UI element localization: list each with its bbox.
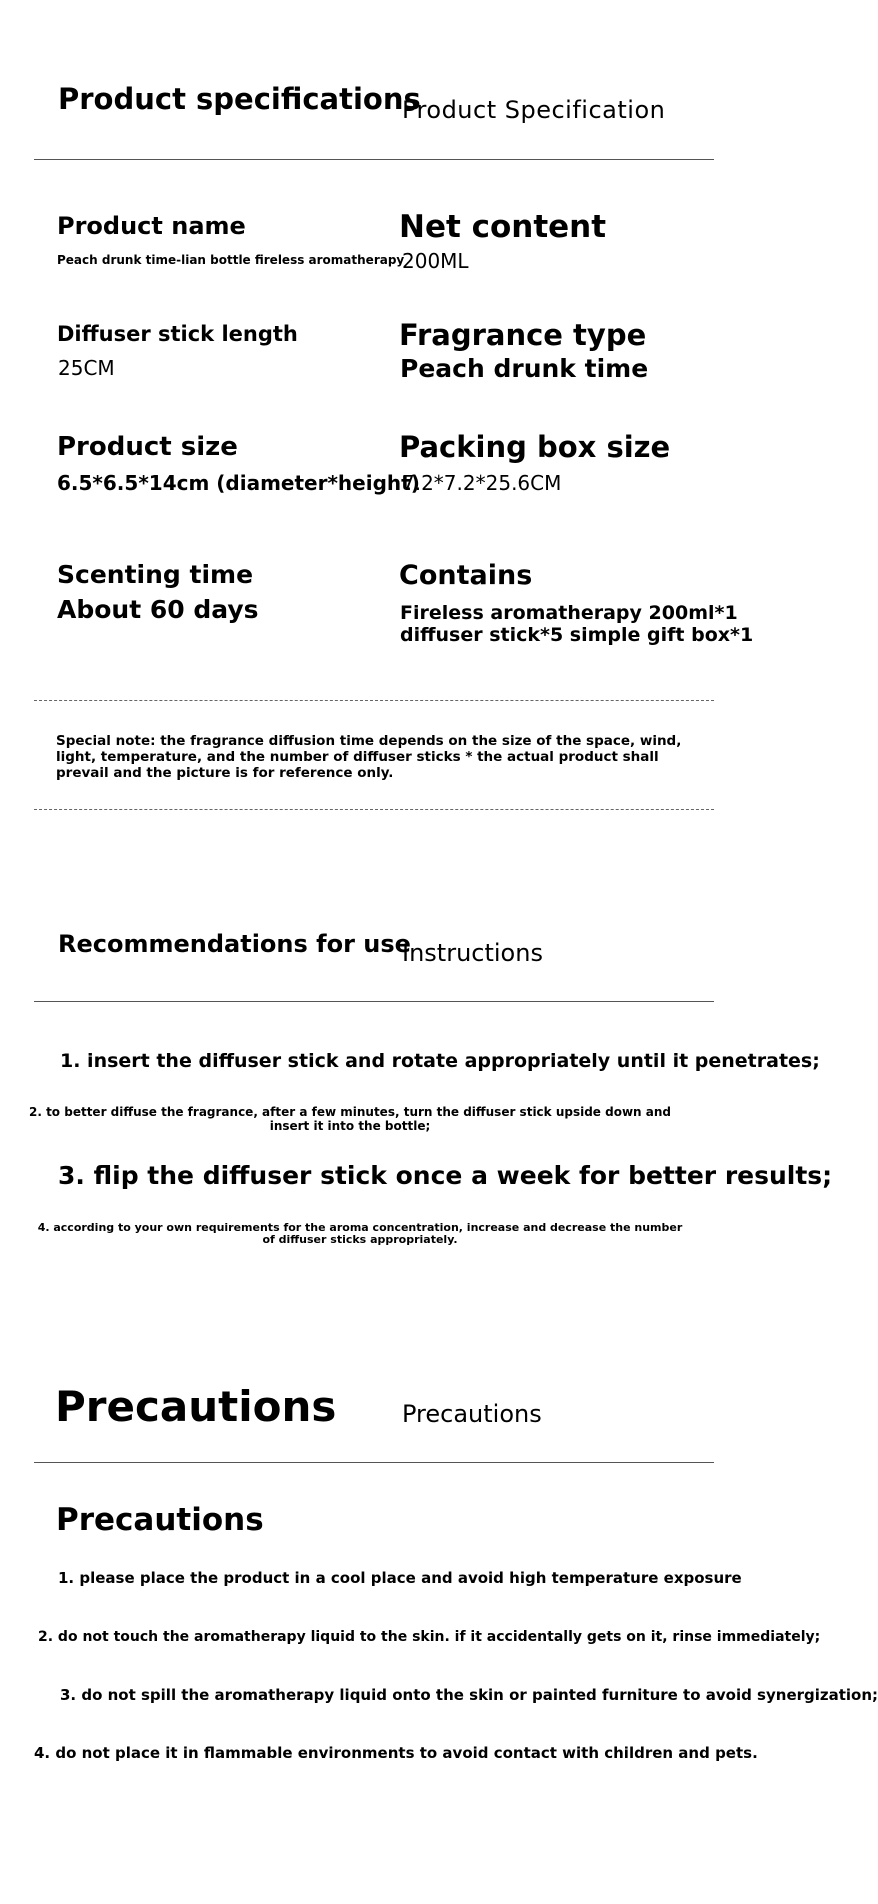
stick-length-value: 25CM [58, 356, 115, 380]
usage-divider [34, 1001, 714, 1002]
precaution-item-1: 1. please place the product in a cool place and avoid high temperature exposure [58, 1569, 742, 1587]
product-size-label: Product size [57, 432, 238, 462]
net-content-label: Net content [399, 209, 607, 245]
contains-label: Contains [399, 560, 533, 591]
precaution-item-3: 3. do not spill the aromatherapy liquid onto the skin or painted furniture to avoid synergization; [60, 1686, 878, 1704]
stick-length-label: Diffuser stick length [57, 322, 298, 346]
product-name-value: Peach drunk time-lian bottle fireless aromatherapy [57, 253, 405, 267]
contains-line-2: diffuser stick*5 simple gift box*1 [400, 624, 754, 646]
precautions-divider [34, 1462, 714, 1463]
usage-subtitle: Instructions [402, 939, 543, 967]
precautions-subtitle: Precautions [402, 1400, 542, 1428]
scenting-time-value: About 60 days [57, 595, 259, 624]
product-name-label: Product name [57, 212, 246, 240]
spec-subtitle: Product Specification [402, 96, 666, 124]
special-note: Special note: the fragrance diffusion time depends on the size of the space, wind, light, temperature, and the number of diffuser sticks * the actual product shall prevail and the picture is for reference only. [56, 733, 682, 781]
precaution-item-4: 4. do not place it in flammable environments to avoid contact with children and pets. [34, 1744, 758, 1762]
usage-step-3: 3. flip the diffuser stick once a week for better results; [58, 1161, 833, 1190]
note-top-divider [34, 700, 714, 701]
box-size-label: Packing box size [399, 430, 671, 464]
precaution-item-2: 2. do not touch the aromatherapy liquid to the skin. if it accidentally gets on it, rinse immediately; [38, 1629, 821, 1645]
spec-divider [34, 159, 714, 160]
fragrance-type-value: Peach drunk time [400, 354, 649, 383]
contains-line-1: Fireless aromatherapy 200ml*1 [400, 602, 738, 624]
precautions-heading: Precautions [56, 1502, 264, 1538]
note-bottom-divider [34, 809, 714, 810]
box-size-value: 7.2*7.2*25.6CM [402, 471, 562, 495]
spec-title: Product specifications [58, 82, 421, 116]
product-size-value: 6.5*6.5*14cm (diameter*height) [57, 471, 420, 495]
usage-title: Recommendations for use [58, 930, 411, 958]
usage-step-2: 2. to better diffuse the fragrance, after a few minutes, turn the diffuser stick upside down and insert it into the bottle; [28, 1105, 671, 1133]
net-content-value: 200ML [402, 249, 469, 273]
usage-step-1: 1. insert the diffuser stick and rotate appropriately until it penetrates; [60, 1050, 820, 1072]
precautions-title: Precautions [55, 1382, 337, 1431]
usage-step-4: 4. according to your own requirements for the aroma concentration, increase and decrease the number of diffuser sticks appropriately. [37, 1221, 683, 1246]
scenting-time-label: Scenting time [57, 560, 254, 589]
fragrance-type-label: Fragrance type [399, 318, 647, 352]
